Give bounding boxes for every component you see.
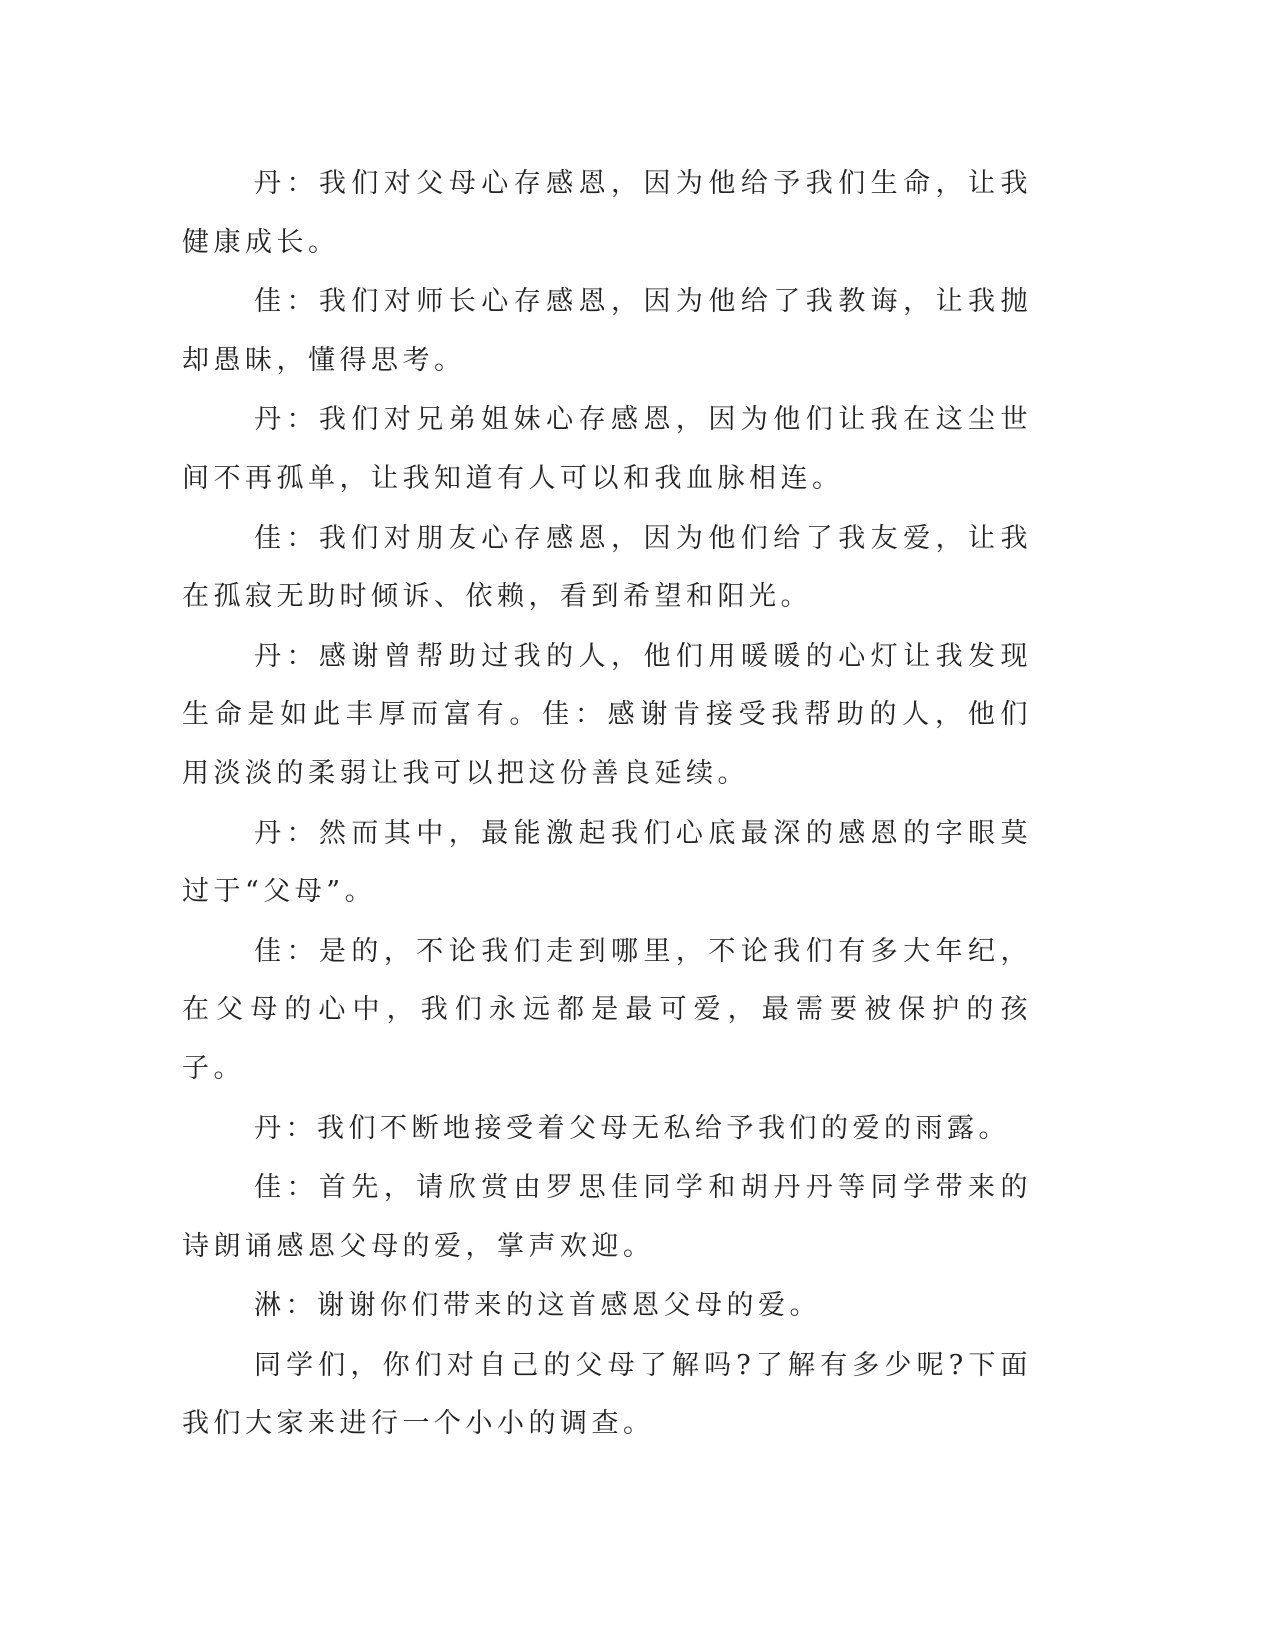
paragraph: 淋：谢谢你们带来的这首感恩父母的爱。 xyxy=(254,1290,821,1322)
paragraph: 丹：我们对兄弟姐妹心存感恩，因为他们让我在这尘世间不再孤单，让我知道有人可以和我血脉相连。 xyxy=(182,404,1032,494)
paragraph: 佳：我们对师长心存感恩，因为他给了我教诲，让我抛却愚昧，懂得思考。 xyxy=(182,286,1032,376)
paragraph: 佳：我们对朋友心存感恩，因为他们给了我友爱，让我在孤寂无助时倾诉、依赖，看到希望和阳光。 xyxy=(182,522,1032,613)
document-body xyxy=(182,155,1032,1455)
paragraph: 同学们，你们对自己的父母了解吗?了解有多少呢?下面我们大家来进行一个小小的调查。 xyxy=(182,1349,1032,1440)
paragraph: 丹：感谢曾帮助过我的人，他们用暖暖的心灯让我发现生命是如此丰厚而富有。佳：感谢肯接受我帮助的人，他们用淡淡的柔弱让我可以把这份善良延续。 xyxy=(182,640,1032,789)
paragraph: 佳：是的，不论我们走到哪里，不论我们有多大年纪，在父母的心中，我们永远都是最可爱，最需要被保护的孩子。 xyxy=(182,935,1032,1084)
paragraph: 丹：然而其中，最能激起我们心底最深的感恩的字眼莫过于“父母”。 xyxy=(182,817,1032,908)
paragraph: 佳：首先，请欣赏由罗思佳同学和胡丹丹等同学带来的诗朗诵感恩父母的爱，掌声欢迎。 xyxy=(182,1172,1032,1262)
paragraph: 丹：我们对父母心存感恩，因为他给予我们生命，让我健康成长。 xyxy=(182,168,1032,258)
paragraph: 丹：我们不断地接受着父母无私给予我们的爱的雨露。 xyxy=(254,1112,1010,1144)
